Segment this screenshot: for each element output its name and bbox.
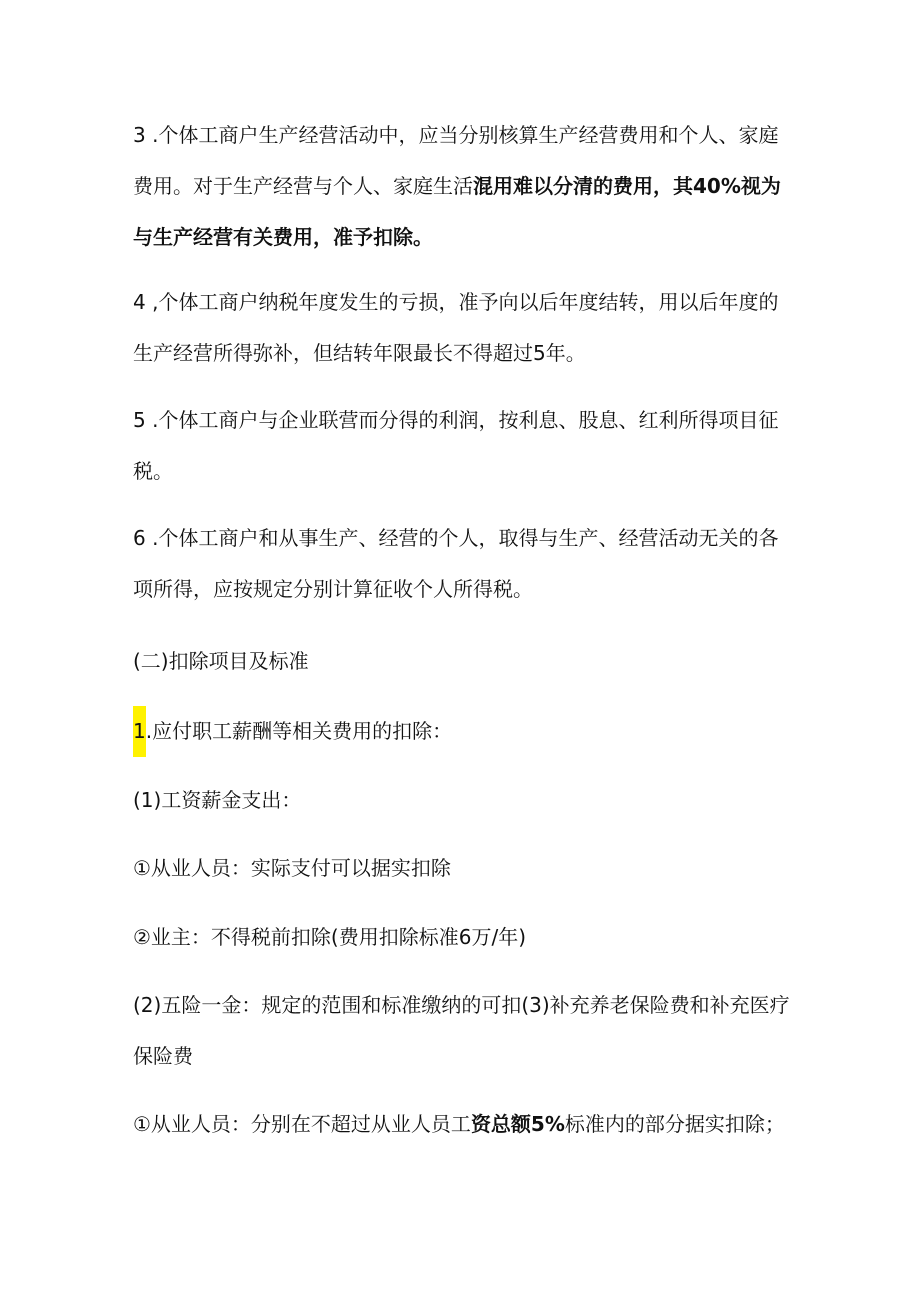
paragraph-line: 项所得，应按规定分别计算征收个人所得税。 — [133, 577, 533, 601]
paragraph-item-5 — [133, 395, 793, 497]
bold-text: 混用难以分清的费用，其40%视为 — [473, 174, 781, 198]
paragraph-line: 5 .个体工商户与企业联营而分得的利润，按利息、股息、红利所得项目征 — [133, 408, 779, 432]
bold-text: 资总额5% — [470, 1112, 565, 1136]
paragraph-line — [133, 1099, 793, 1150]
sub-item-employees — [133, 843, 793, 894]
paragraph-line: 3 .个体工商户生产经营活动中，应当分别核算生产经营费用和个人、家庭 — [133, 123, 779, 147]
item-line — [133, 706, 793, 757]
paragraph-item-3 — [133, 110, 793, 263]
highlighted-number: 1 — [133, 706, 146, 757]
item-1 — [133, 706, 793, 757]
sub-heading-text: (1)工资薪金支出： — [133, 788, 302, 812]
paragraph-item-6 — [133, 513, 793, 615]
paragraph-text: ①从业人员：分别在不超过从业人员工 — [133, 1112, 471, 1136]
sub-item-employees-insurance — [133, 1099, 793, 1150]
section-heading — [133, 636, 793, 687]
paragraph-text: 费用。对于生产经营与个人、家庭生活 — [133, 174, 473, 198]
bold-line: 与生产经营有关费用，准予扣除。 — [133, 225, 433, 249]
item-text: .应付职工薪酬等相关费用的扣除： — [145, 719, 453, 743]
sub-heading-2 — [133, 980, 793, 1082]
paragraph-line — [133, 161, 793, 212]
sub-item-owner — [133, 912, 793, 963]
paragraph-line: 生产经营所得弥补，但结转年限最长不得超过5年。 — [133, 341, 586, 365]
section-heading-text: (二)扣除项目及标准 — [133, 649, 309, 673]
paragraph-line: 税。 — [133, 459, 173, 483]
sub-item-text: ①从业人员：实际支付可以据实扣除 — [133, 856, 451, 880]
paragraph-text: 标准内的部分据实扣除； — [564, 1112, 785, 1136]
sub-heading-1 — [133, 775, 793, 826]
paragraph-line: 保险费 — [133, 1044, 193, 1068]
paragraph-item-4 — [133, 277, 793, 379]
paragraph-line: 4 ,个体工商户纳税年度发生的亏损，准予向以后年度结转，用以后年度的 — [133, 290, 779, 314]
paragraph-line: 6 .个体工商户和从事生产、经营的个人，取得与生产、经营活动无关的各 — [133, 526, 779, 550]
paragraph-line: (2)五险一金：规定的范围和标准缴纳的可扣(3)补充养老保险费和补充医疗 — [133, 993, 790, 1017]
sub-item-text: ②业主：不得税前扣除(费用扣除标准6万/年) — [133, 925, 526, 949]
